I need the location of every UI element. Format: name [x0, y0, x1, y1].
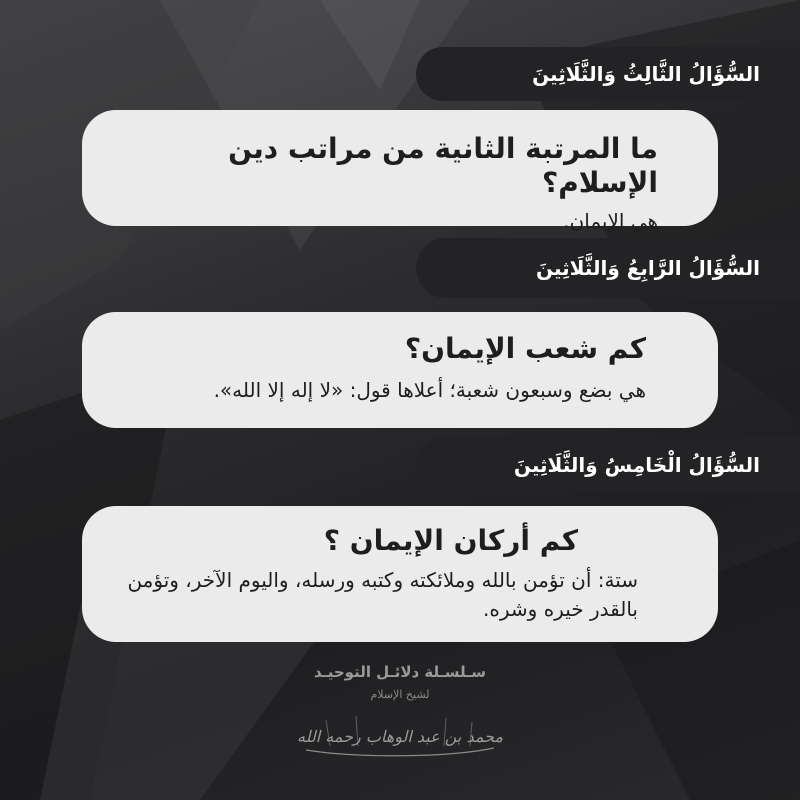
question-34-card [82, 312, 718, 428]
question-33-card [82, 110, 718, 234]
signature-text: محمد بن عبد الوهاب رحمه الله [297, 727, 503, 746]
question-34-text: كم شعب الإيمان؟ [404, 332, 646, 365]
question-35-label-tab [416, 437, 800, 493]
question-33-label-tab [416, 47, 800, 101]
question-35-text: كم أركان الإيمان ؟ [323, 524, 578, 557]
series-subtitle: لشيخ الإسلام [370, 688, 430, 701]
question-33-label: السُّؤَالُ الثَّالِثُ وَالثَّلَاثِينَ [532, 62, 760, 86]
question-35-label: السُّؤَالُ الْخَامِسُ وَالثَّلَاثِينَ [513, 453, 760, 477]
question-33-text: ما المرتبة الثانية من مراتب دين الإسلام؟ [228, 132, 658, 199]
answer-35-text: ستة: أن تؤمن بالله وملائكته وكتبه ورسله، واليوم الآخر، وتؤمن بالقدر خيره وشره. [127, 567, 638, 621]
answer-34-text: هي بضع وسبعون شعبة؛ أعلاها قول: «لا إله إلا الله». [213, 377, 646, 402]
question-34-label-tab [416, 238, 800, 298]
answer-33-text: هي الإيمان. [563, 209, 658, 234]
calligraphy-signature [296, 706, 504, 762]
question-35-card [82, 506, 718, 642]
question-34-label: السُّؤَالُ الرَّابِعُ وَالثَّلَاثِينَ [535, 256, 760, 280]
series-title: سـلسـلة دلائـل التوحيـد [313, 663, 487, 681]
